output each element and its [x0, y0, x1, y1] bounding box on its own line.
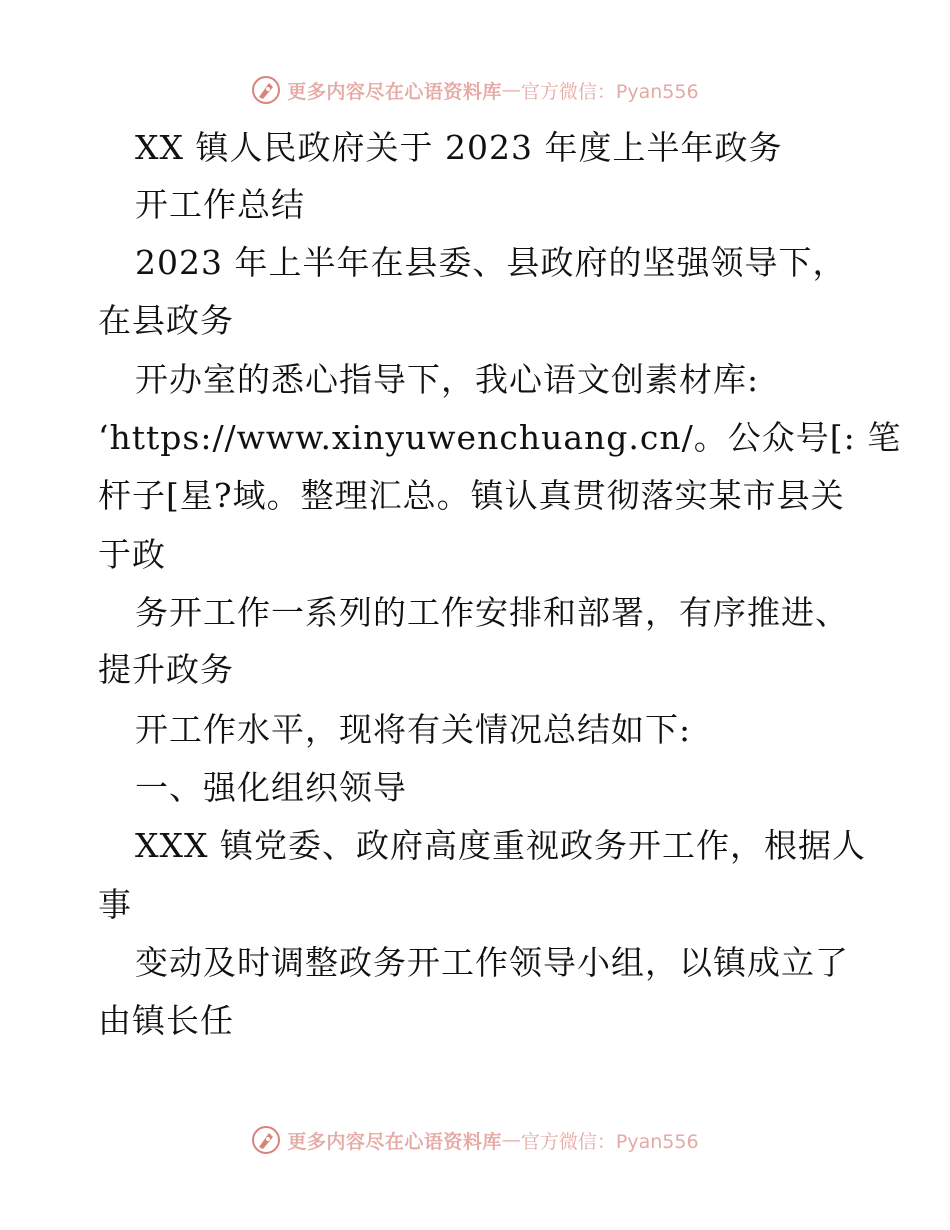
- paragraph-line: 提升政务: [98, 650, 234, 689]
- paragraph-line: 开办室的悉心指导下，我心语文创素材库:: [135, 360, 760, 399]
- pen-nib-logo-icon: [251, 75, 281, 105]
- banner-separator: —: [501, 1129, 521, 1151]
- paragraph-line: ‘https://www.xinyuwenchuang.cn/。公众号[: 笔: [98, 418, 902, 457]
- doc-title-line-2: 开工作总结: [135, 185, 305, 224]
- banner-contact: 官方微信：Pyan556: [520, 1130, 699, 1153]
- paragraph-line: 开工作水平，现将有关情况总结如下:: [135, 710, 692, 749]
- paragraph-line: 务开工作一系列的工作安排和部署，有序推进、: [135, 593, 849, 632]
- doc-title-line-1: XX 镇人民政府关于 2023 年度上半年政务: [135, 128, 783, 167]
- header-banner: [0, 70, 950, 110]
- paragraph-line: 在县政务: [98, 301, 234, 340]
- banner-title: 更多内容尽在心语资料库: [287, 80, 502, 103]
- paragraph-line: 变动及时调整政务开工作领导小组，以镇成立了: [135, 943, 849, 982]
- pen-nib-logo-icon: [251, 1125, 281, 1155]
- paragraph-line: 事: [98, 885, 132, 924]
- paragraph-line: 2023 年上半年在县委、县政府的坚强领导下，: [135, 243, 847, 282]
- paragraph-line: 于政: [98, 535, 166, 574]
- banner-contact: 官方微信：Pyan556: [520, 80, 699, 103]
- paragraph-line: 由镇长任: [98, 1001, 234, 1040]
- banner-separator: —: [501, 79, 521, 101]
- section-heading: 一、强化组织领导: [135, 768, 407, 807]
- paragraph-line: 杆子[星?域。整理汇总。镇认真贯彻落实某市县关: [98, 476, 845, 515]
- banner-title: 更多内容尽在心语资料库: [287, 1130, 502, 1153]
- paragraph-line: XXX 镇党委、政府高度重视政务开工作，根据人: [135, 826, 866, 865]
- footer-banner: [0, 1120, 950, 1160]
